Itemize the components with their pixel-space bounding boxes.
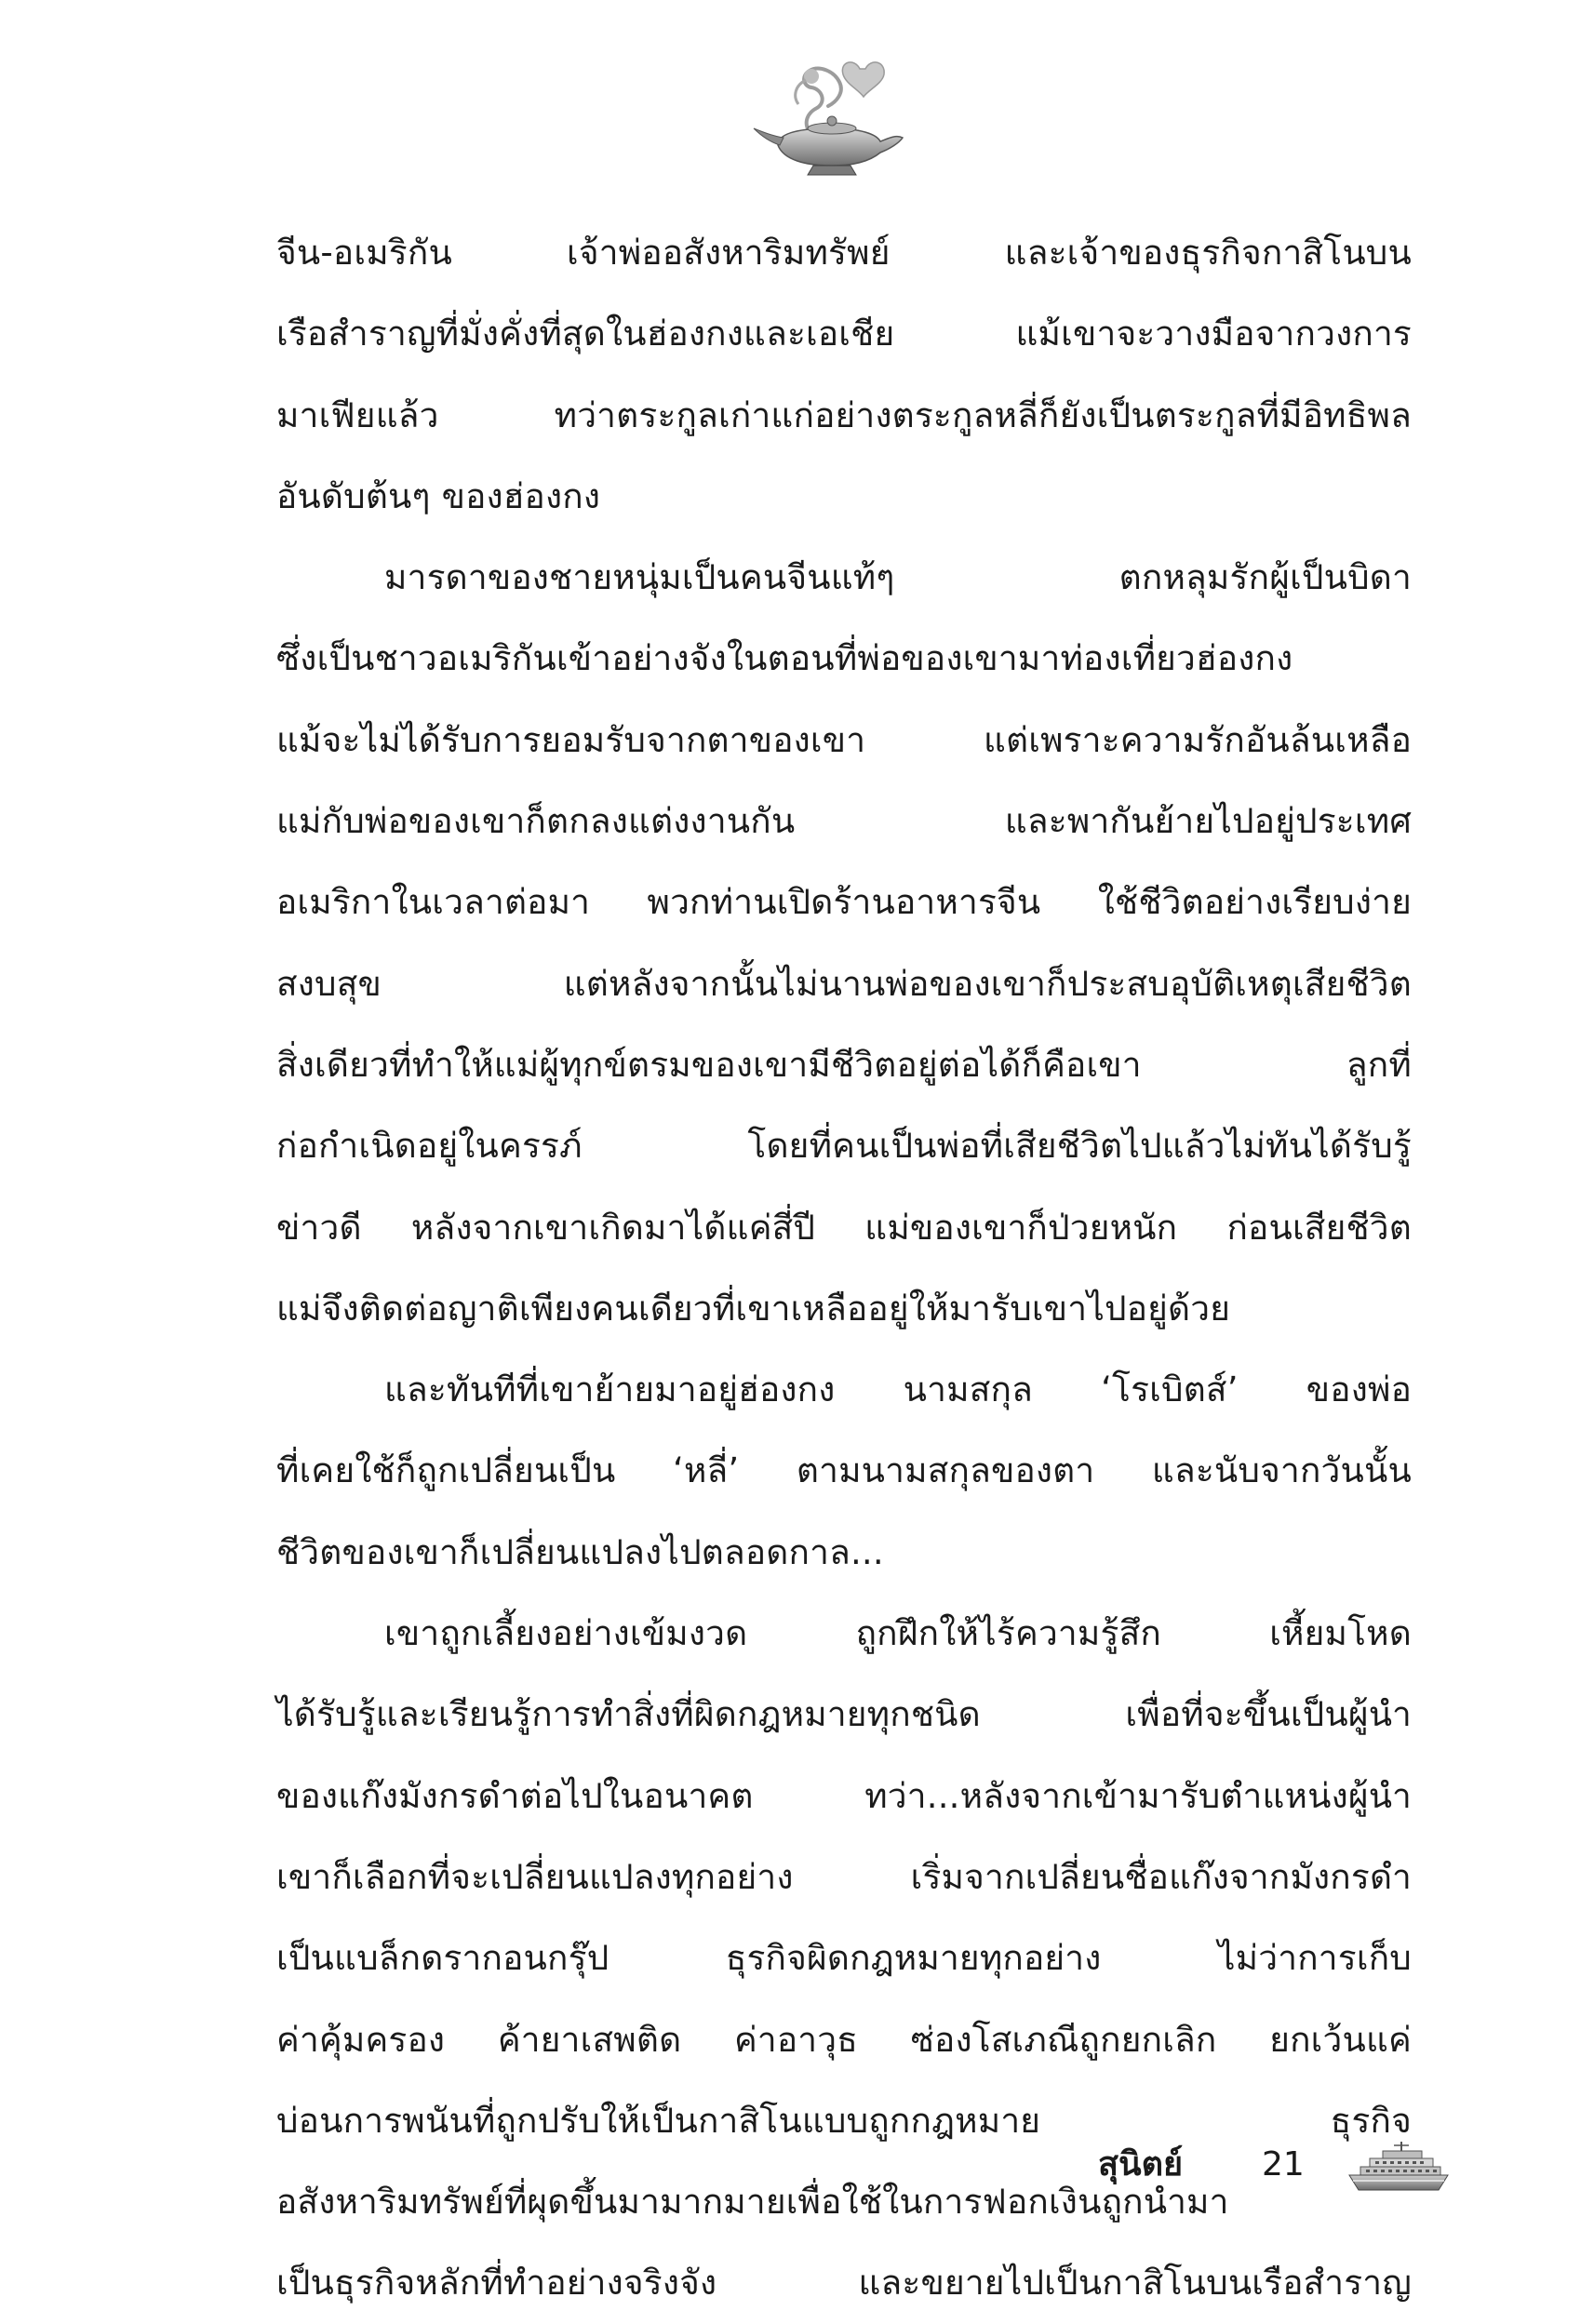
paragraph-2 bbox=[276, 537, 1412, 1349]
text-line: เป็นแบล็กดรากอนกรุ๊ป ธุรกิจผิดกฎหมายทุกอย่าง ไม่ว่าการเก็บ bbox=[276, 1938, 1412, 1979]
cruise-ship-icon bbox=[1347, 2138, 1450, 2194]
paragraph-4 bbox=[276, 1593, 1412, 2324]
author-name: สุนิตย์ bbox=[1098, 2145, 1184, 2184]
text-line: เขาถูกเลี้ยงอย่างเข้มงวด ถูกฝึกให้ไร้ความรู้สึก เหี้ยมโหด bbox=[384, 1613, 1412, 1654]
text-line: เรือสำราญที่มั่งคั่งที่สุดในฮ่องกงและเอเชีย แม้เขาจะวางมือจากวงการ bbox=[276, 314, 1412, 354]
text-line: ก่อกำเนิดอยู่ในครรภ์ โดยที่คนเป็นพ่อที่เสียชีวิตไปแล้วไม่ทันได้รับรู้ bbox=[276, 1126, 1412, 1167]
text-line: ซึ่งเป็นชาวอเมริกันเข้าอย่างจังในตอนที่พ่อของเขามาท่องเที่ยวฮ่องกง bbox=[276, 638, 1293, 679]
text-line: อันดับต้นๆ ของฮ่องกง bbox=[276, 475, 601, 516]
text-line: อสังหาริมทรัพย์ที่ผุดขึ้นมามากมายเพื่อใช้ในการฟอกเงินถูกนำมา bbox=[276, 2182, 1229, 2223]
text-line: บ่อนการพนันที่ถูกปรับให้เป็นกาสิโนแบบถูกกฎหมาย ธุรกิจ bbox=[276, 2100, 1412, 2141]
page-number: 21 bbox=[1262, 2145, 1305, 2184]
paragraph-3 bbox=[276, 1349, 1412, 1593]
text-line: แม่กับพ่อของเขาก็ตกลงแต่งงานกัน และพากันย้ายไปอยู่ประเทศ bbox=[276, 801, 1412, 842]
text-line: ที่เคยใช้ก็ถูกเปลี่ยนเป็น ‘หลี่’ ตามนามสกุลของตา และนับจากวันนั้น bbox=[276, 1450, 1412, 1491]
paragraph-1 bbox=[276, 212, 1412, 537]
text-line: ข่าวดี หลังจากเขาเกิดมาได้แค่สี่ปี แม่ของเขาก็ป่วยหนัก ก่อนเสียชีวิต bbox=[276, 1207, 1412, 1248]
text-line: ของแก๊งมังกรดำต่อไปในอนาคต ทว่า...หลังจากเข้ามารับตำแหน่งผู้นำ bbox=[276, 1775, 1412, 1816]
text-line: อเมริกาในเวลาต่อมา พวกท่านเปิดร้านอาหารจีน ใช้ชีวิตอย่างเรียบง่าย bbox=[276, 882, 1412, 923]
text-line: ได้รับรู้และเรียนรู้การทำสิ่งที่ผิดกฎหมายทุกชนิด เพื่อที่จะขึ้นเป็นผู้นำ bbox=[276, 1694, 1412, 1735]
genie-lamp-icon bbox=[750, 48, 918, 179]
text-line: สิ่งเดียวที่ทำให้แม่ผู้ทุกข์ตรมของเขามีชีวิตอยู่ต่อได้ก็คือเขา ลูกที่ bbox=[276, 1044, 1412, 1085]
text-line: เขาก็เลือกที่จะเปลี่ยนแปลงทุกอย่าง เริ่มจากเปลี่ยนชื่อแก๊งจากมังกรดำ bbox=[276, 1856, 1412, 1897]
page-footer bbox=[1098, 2136, 1452, 2201]
body-text bbox=[276, 212, 1412, 2324]
text-line: เป็นธุรกิจหลักที่ทำอย่างจริงจัง และขยายไปเป็นกาสิโนบนเรือสำราญ bbox=[276, 2263, 1412, 2304]
text-line: ชีวิตของเขาก็เปลี่ยนแปลงไปตลอดกาล... bbox=[276, 1531, 884, 1572]
text-line: แม้จะไม่ได้รับการยอมรับจากตาของเขา แต่เพราะความรักอันล้นเหลือ bbox=[276, 719, 1412, 760]
text-line: จีน-อเมริกัน เจ้าพ่ออสังหาริมทรัพย์ และเจ้าของธุรกิจกาสิโนบน bbox=[276, 233, 1412, 273]
text-line: สงบสุข แต่หลังจากนั้นไม่นานพ่อของเขาก็ประสบอุบัติเหตุเสียชีวิต bbox=[276, 963, 1412, 1004]
text-line: แม่จึงติดต่อญาติเพียงคนเดียวที่เขาเหลืออยู่ให้มารับเขาไปอยู่ด้วย bbox=[276, 1288, 1231, 1329]
text-line: และทันทีที่เขาย้ายมาอยู่ฮ่องกง นามสกุล ‘โรเบิตส์’ ของพ่อ bbox=[384, 1369, 1412, 1410]
text-line: ค่าคุ้มครอง ค้ายาเสพติด ค่าอาวุธ ซ่องโสเภณีถูกยกเลิก ยกเว้นแค่ bbox=[276, 2019, 1412, 2060]
text-line: มาเฟียแล้ว ทว่าตระกูลเก่าแก่อย่างตระกูลหลี่ก็ยังเป็นตระกูลที่มีอิทธิพล bbox=[276, 394, 1412, 435]
text-line: มารดาของชายหนุ่มเป็นคนจีนแท้ๆ ตกหลุมรักผู้เป็นบิดา bbox=[384, 557, 1412, 598]
